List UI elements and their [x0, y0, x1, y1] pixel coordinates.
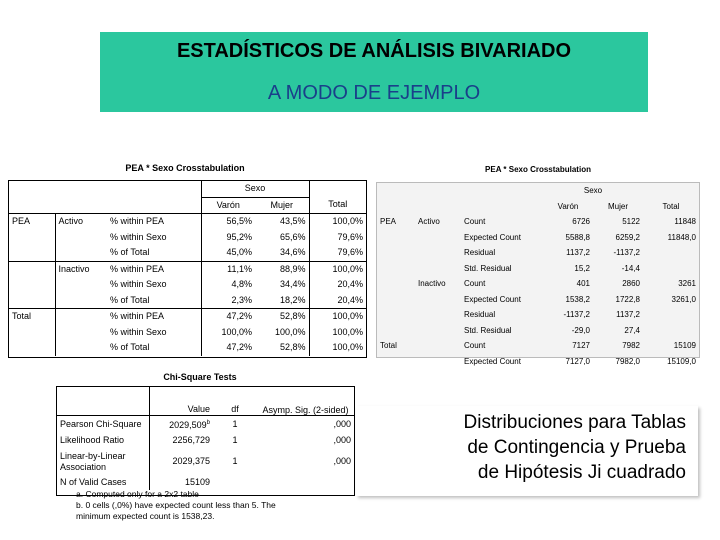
left-cell: 4,8% [231, 279, 252, 289]
right-cell: 5588,8 [565, 232, 590, 242]
left-cell: 43,5% [255, 214, 309, 230]
right-cell [377, 323, 415, 339]
right-cell: 401 [576, 279, 590, 288]
right-row [377, 292, 699, 308]
chi-df: 1 [232, 435, 238, 445]
chi-note [76, 489, 276, 500]
left-cell: 34,4% [255, 277, 309, 293]
callout-line: de Contingencia y Prueba [467, 437, 686, 458]
callout-box [356, 406, 698, 496]
right-cell: 11848 [674, 217, 696, 226]
chi-col-header: Asymp. Sig. (2-sided) [262, 404, 349, 415]
left-cell [9, 277, 55, 293]
right-cell: Residual [464, 248, 496, 257]
right-cell: 2860 [622, 279, 640, 288]
left-cell [9, 261, 55, 277]
right-cell: 11848,0 [667, 232, 696, 242]
right-cell [415, 307, 461, 323]
left-cell: 79,6% [337, 231, 363, 242]
right-cell: 5122 [622, 217, 640, 226]
right-cell [643, 323, 699, 339]
right-cell [415, 245, 461, 261]
chi-row-label: Likelihood Ratio [57, 433, 149, 449]
chi-value: 2256,729 [172, 435, 210, 445]
right-cell: 15,2 [574, 263, 590, 273]
left-cell: 100,0% [255, 325, 309, 341]
right-row [377, 354, 699, 370]
right-row [377, 261, 699, 277]
left-cell: 100,0% [332, 216, 363, 226]
chi-superscript: b [206, 419, 210, 426]
left-cell: Total [9, 309, 55, 325]
right-cell: Activo [418, 217, 440, 226]
title-banner [100, 32, 648, 112]
left-cell: % of Total [107, 293, 201, 309]
left-cell: % within Sexo [107, 277, 201, 293]
chi-square-table [57, 387, 354, 490]
chi-sig: ,000 [333, 455, 351, 466]
right-cell: Expected Count [464, 294, 521, 304]
right-table-title: PEA * Sexo Crosstabulation [485, 165, 591, 174]
note-text: minimum expected count is 1538,23. [76, 511, 215, 521]
right-cell [415, 230, 461, 246]
left-row [9, 261, 366, 277]
right-cell: 3261 [678, 279, 696, 288]
right-cell: 1137,2 [566, 248, 590, 257]
chi-df [213, 475, 257, 491]
right-cell: 7127,0 [565, 356, 590, 366]
right-row [377, 338, 699, 354]
left-cell [55, 309, 107, 325]
left-row [9, 293, 366, 309]
note-marker: a. [76, 489, 84, 499]
right-cell: 7982 [622, 341, 640, 350]
left-cell [9, 325, 55, 341]
right-cell [415, 338, 461, 354]
left-row [9, 277, 366, 293]
left-cell: % within PEA [107, 261, 201, 277]
left-cell [55, 325, 107, 341]
left-cell: 100,0% [221, 326, 252, 337]
chi-row-label: N of Valid Cases [57, 475, 149, 491]
left-cell [55, 340, 107, 356]
right-cell: Residual [464, 310, 496, 319]
right-row [377, 276, 699, 292]
left-cell: 34,6% [255, 245, 309, 261]
right-cell: Std. Residual [464, 263, 512, 273]
right-cell: Std. Residual [464, 325, 512, 335]
left-cell: Activo [58, 216, 84, 226]
chi-value [149, 415, 213, 433]
right-row [377, 230, 699, 246]
left-row [9, 309, 366, 325]
chi-col-header: Value [187, 403, 210, 414]
chi-note [76, 500, 276, 511]
left-row [9, 245, 366, 261]
right-cell: Inactivo [418, 279, 446, 288]
left-cell: 52,8% [255, 309, 309, 325]
chi-value: 15109 [184, 476, 210, 487]
right-cell: Total [380, 341, 397, 350]
note-marker: b. [76, 500, 84, 510]
right-cell: 1137,2 [616, 310, 640, 319]
right-cell: Expected Count [464, 232, 521, 242]
left-row [9, 214, 366, 230]
right-cell: 6726 [572, 217, 590, 226]
right-cell [415, 292, 461, 308]
banner-title: ESTADÍSTICOS DE ANÁLISIS BIVARIADO [176, 40, 572, 62]
right-cell: 1538,2 [565, 294, 590, 304]
left-cell: Inactivo [58, 263, 90, 274]
right-col-header: Varón [557, 201, 579, 211]
left-cell: 47,2% [226, 342, 252, 352]
left-cell [55, 245, 107, 261]
right-cell [377, 230, 415, 246]
left-table-title: PEA * Sexo Crosstabulation [125, 163, 245, 173]
left-cell: 88,9% [255, 261, 309, 277]
left-cell: % of Total [107, 340, 201, 356]
right-cell: 15109,0 [667, 356, 696, 366]
left-cell: 100,0% [332, 326, 363, 337]
chi-row-label: Linear-by-Linear Association [57, 449, 149, 475]
note-text: 0 cells (,0%) have expected count less than 5. The [85, 500, 276, 510]
left-cell [55, 293, 107, 309]
chi-sig: ,000 [333, 418, 351, 429]
right-cell: -14,4 [621, 263, 640, 273]
banner-subtitle: A MODO DE EJEMPLO [267, 82, 481, 104]
chi-col-header: df [231, 403, 239, 414]
right-cell: -1137,2 [613, 248, 640, 257]
right-cell [643, 261, 699, 277]
chi-value-text: 2029,509 [169, 419, 207, 430]
left-cell: 79,6% [337, 247, 363, 257]
right-cell: Count [464, 217, 486, 226]
right-cell [415, 354, 461, 370]
left-cell: % within PEA [107, 309, 201, 325]
right-cell [377, 292, 415, 308]
left-cell: 20,4% [337, 294, 363, 305]
right-cell: -1137,2 [563, 310, 590, 319]
left-cell: 100,0% [332, 311, 363, 321]
callout-line: Distribuciones para Tablas [463, 412, 686, 433]
left-group-header: Sexo [201, 181, 309, 197]
right-cell: Expected Count [464, 356, 521, 366]
left-cell: 18,2% [255, 293, 309, 309]
left-col-header: Varón [216, 199, 240, 210]
left-cell: 65,6% [255, 230, 309, 246]
left-cell: 11,1% [227, 263, 252, 274]
chi-note [76, 511, 276, 522]
chi-row-label: Pearson Chi-Square [57, 415, 149, 433]
left-cell: 95,2% [226, 231, 252, 242]
left-cell: 47,2% [226, 311, 252, 321]
right-cell: 27,4 [624, 325, 640, 335]
left-cell: % within Sexo [107, 325, 201, 341]
left-cell [9, 245, 55, 261]
right-cell: PEA [380, 217, 397, 226]
chi-sig: ,000 [333, 435, 351, 445]
left-col-header: Mujer [255, 197, 309, 214]
right-cell: Count [464, 341, 486, 350]
left-cell: % within PEA [107, 214, 201, 230]
right-cell: 7127 [572, 341, 590, 350]
chi-notes [76, 489, 276, 522]
left-cell: % within Sexo [107, 230, 201, 246]
right-cell [415, 323, 461, 339]
left-row [9, 340, 366, 356]
left-cell [9, 230, 55, 246]
left-cell: 56,5% [226, 216, 252, 226]
left-cell: 100,0% [332, 263, 363, 274]
right-cell [377, 307, 415, 323]
right-cell: 15109 [673, 341, 696, 350]
right-cell [415, 261, 461, 277]
right-group-header: Sexo [583, 186, 603, 195]
left-cell: 20,4% [337, 279, 363, 289]
left-cell: 52,8% [255, 340, 309, 356]
left-col-header: Total [328, 199, 348, 210]
chi-sig [257, 475, 354, 491]
left-cell: PEA [9, 214, 55, 230]
left-cell [55, 230, 107, 246]
left-row [9, 325, 366, 341]
left-crosstab-table [9, 181, 366, 356]
right-cell [377, 245, 415, 261]
right-row [377, 245, 699, 261]
right-cell [377, 276, 415, 292]
chi-df: 1 [232, 418, 238, 429]
right-cell [377, 261, 415, 277]
left-row [9, 230, 366, 246]
left-cell: 45,0% [226, 247, 252, 257]
left-cell: % of Total [107, 245, 201, 261]
chi-df: 1 [232, 455, 238, 466]
right-col-header: Total [662, 201, 680, 211]
left-cell [9, 340, 55, 356]
left-cell [9, 293, 55, 309]
right-crosstab-table [377, 183, 699, 369]
right-cell: -29,0 [571, 325, 590, 335]
right-cell: Count [464, 279, 486, 288]
right-cell [643, 245, 699, 261]
right-cell: 1722,8 [615, 294, 640, 304]
callout-line: de Hipótesis Ji cuadrado [477, 462, 686, 483]
right-row [377, 214, 699, 230]
right-row [377, 323, 699, 339]
left-cell: 2,3% [231, 294, 252, 305]
note-text: Computed only for a 2x2 table [85, 489, 199, 499]
right-cell [643, 307, 699, 323]
chi-value: 2029,375 [172, 455, 210, 466]
chi-table-title: Chi-Square Tests [163, 372, 237, 382]
right-cell [377, 354, 415, 370]
right-cell: 3261,0 [671, 294, 696, 304]
left-cell: 100,0% [332, 342, 363, 352]
right-cell: 6259,2 [615, 232, 640, 242]
right-col-header: Mujer [607, 201, 628, 211]
right-row [377, 307, 699, 323]
left-cell [55, 277, 107, 293]
right-cell: 7982,0 [615, 356, 640, 366]
